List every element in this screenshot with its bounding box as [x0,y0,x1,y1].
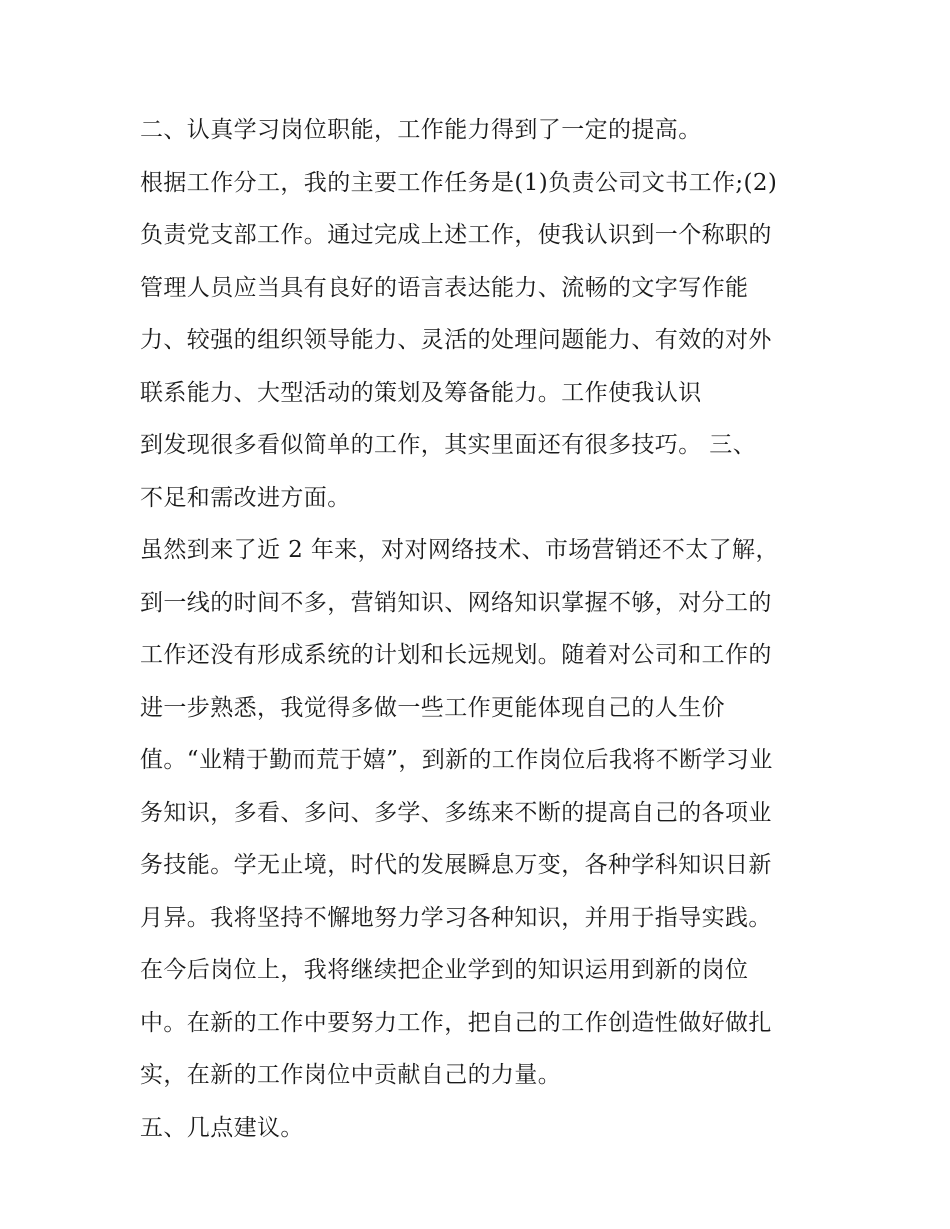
text-line: 工作还没有形成系统的计划和长远规划。随着对公司和工作的 [140,642,772,668]
text-line: 务技能。学无止境，时代的发展瞬息万变，各种学科知识日新 [140,852,772,878]
text-line: 中。在新的工作中要努力工作，把自己的工作创造性做好做扎 [140,1009,772,1036]
text-line: 联系能力、大型活动的策划及筹备能力。工作使我认识 [140,379,702,406]
text-line: 在今后岗位上，我将继续把企业学到的知识运用到新的岗位 [140,957,749,983]
text-line: 五、几点建议。 [140,1114,304,1141]
text-line: 二、认真学习岗位职能，工作能力得到了一定的提高。 [140,117,702,143]
document-body [140,110,830,1160]
text-line: 虽然到来了近 2 年来，对对网络技术、市场营销还不太了解， [140,537,779,563]
text-line: 根据工作分工，我的主要工作任务是(1)负责公司文书工作;(2) [140,169,778,196]
text-line: 管理人员应当具有良好的语言表达能力、流畅的文字写作能 [140,274,749,301]
text-line: 实，在新的工作岗位中贡献自己的力量。 [140,1062,562,1088]
text-line: 月异。我将坚持不懈地努力学习各种知识，并用于指导实践。 [140,904,772,931]
text-line: 进一步熟悉，我觉得多做一些工作更能体现自己的人生价 [140,694,725,721]
text-line: 到发现很多看似简单的工作，其实里面还有很多技巧。 三、 [140,432,757,458]
text-line: 务知识，多看、多问、多学、多练来不断的提高自己的各项业 [140,799,772,826]
text-line: 值。“业精于勤而荒于嬉”，到新的工作岗位后我将不断学习业 [140,747,773,773]
text-line: 到一线的时间不多，营销知识、网络知识掌握不够，对分工的 [140,589,772,616]
text-line: 不足和需改进方面。 [140,484,351,511]
text-line: 负责党支部工作。通过完成上述工作，使我认识到一个称职的 [140,222,772,248]
text-line: 力、较强的组织领导能力、灵活的处理问题能力、有效的对外 [140,327,772,353]
